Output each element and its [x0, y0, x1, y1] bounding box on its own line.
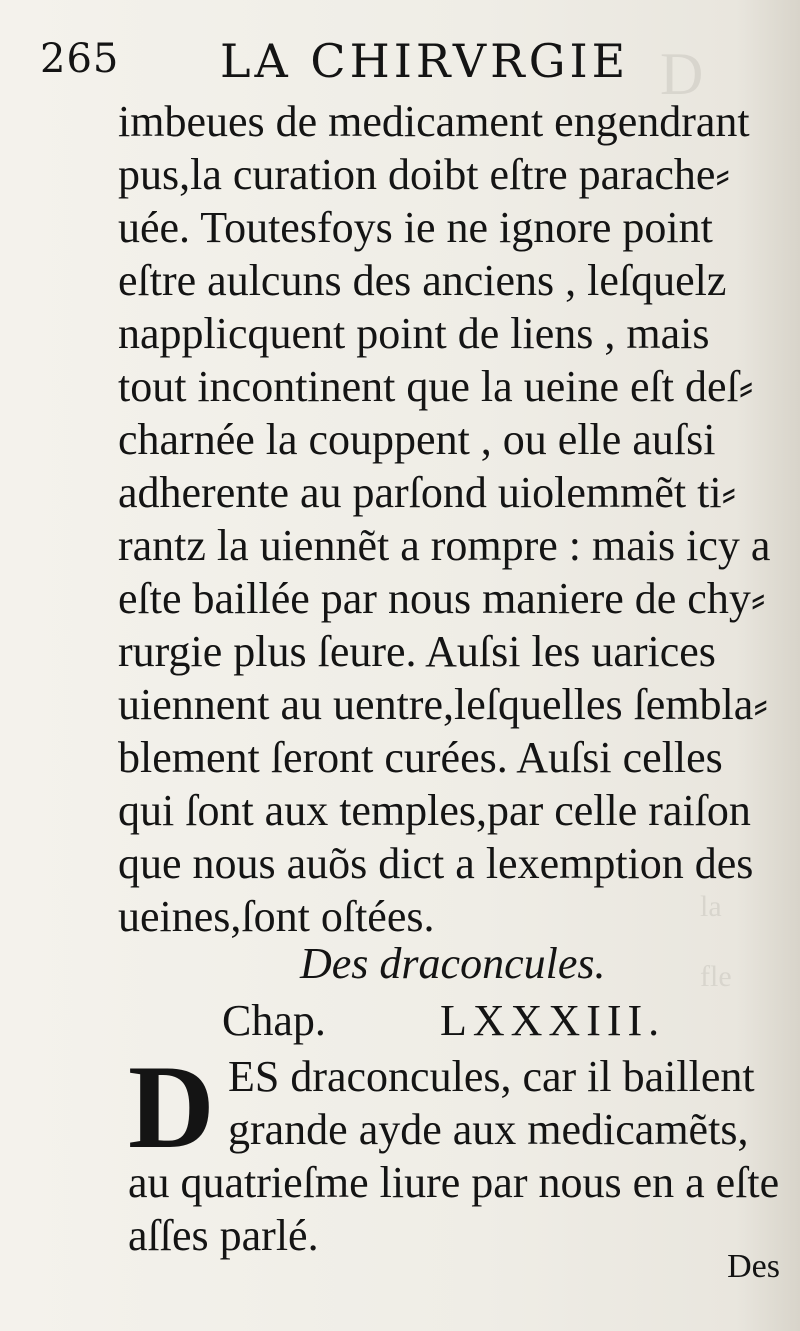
text-line: pus,la curation doibt eſtre parache⸗	[118, 150, 731, 199]
bleed-through-decoration: D	[660, 41, 704, 107]
text-line: blement ſeront curées. Auſsi celles	[118, 733, 723, 782]
text-line: qui ſont aux temples,par celle raiſon	[118, 786, 751, 835]
bleed-through-decoration: la	[700, 890, 722, 923]
text-line: imbeues de medicament engendrant	[118, 97, 750, 146]
main-paragraph	[118, 95, 771, 943]
text-line: rantz la uiennẽt a rompre : mais icy a	[118, 521, 771, 570]
text-line: rurgie plus ſeure. Auſsi les uarices	[118, 627, 716, 676]
chapter-label: Chap.	[222, 996, 326, 1045]
text-line: au quatrieſme liure par nous en a eſte	[128, 1158, 780, 1207]
text-line: ueines,ſont oſtées.	[118, 892, 435, 941]
text-line: adherente au parſond uiolemmẽt ti⸗	[118, 468, 737, 517]
catchword: Des	[727, 1248, 780, 1285]
folio-number: 265	[40, 36, 120, 82]
section-title: Des draconcules.	[300, 939, 606, 988]
text-line: aſſes parlé.	[128, 1211, 319, 1260]
drop-cap: D	[128, 1040, 215, 1173]
text-line: napplicquent point de liens , mais	[118, 309, 710, 358]
bleed-through-decoration: fle	[700, 960, 732, 993]
text-line: ES draconcules, car il baillent	[228, 1052, 755, 1101]
text-line: que nous auõs dict a lexemption des	[118, 839, 754, 888]
text-line: uiennent au uentre,leſquelles ſembla⸗	[118, 680, 768, 729]
text-line: grande ayde aux medicamẽts,	[228, 1105, 749, 1154]
text-line: charnée la couppent , ou elle auſsi	[118, 415, 716, 464]
text-line: tout incontinent que la ueine eſt deſ⸗	[118, 362, 754, 411]
running-head: LA CHIRVRGIE	[220, 34, 630, 88]
text-line: uée. Toutesfoys ie ne ignore point	[118, 203, 713, 252]
chapter-number: LXXXIII.	[440, 996, 666, 1045]
page-header	[40, 28, 760, 88]
text-line: eſtre aulcuns des anciens , leſquelz	[118, 256, 727, 305]
text-line: eſte baillée par nous maniere de chy⸗	[118, 574, 766, 623]
chapter-paragraph	[128, 1040, 780, 1262]
